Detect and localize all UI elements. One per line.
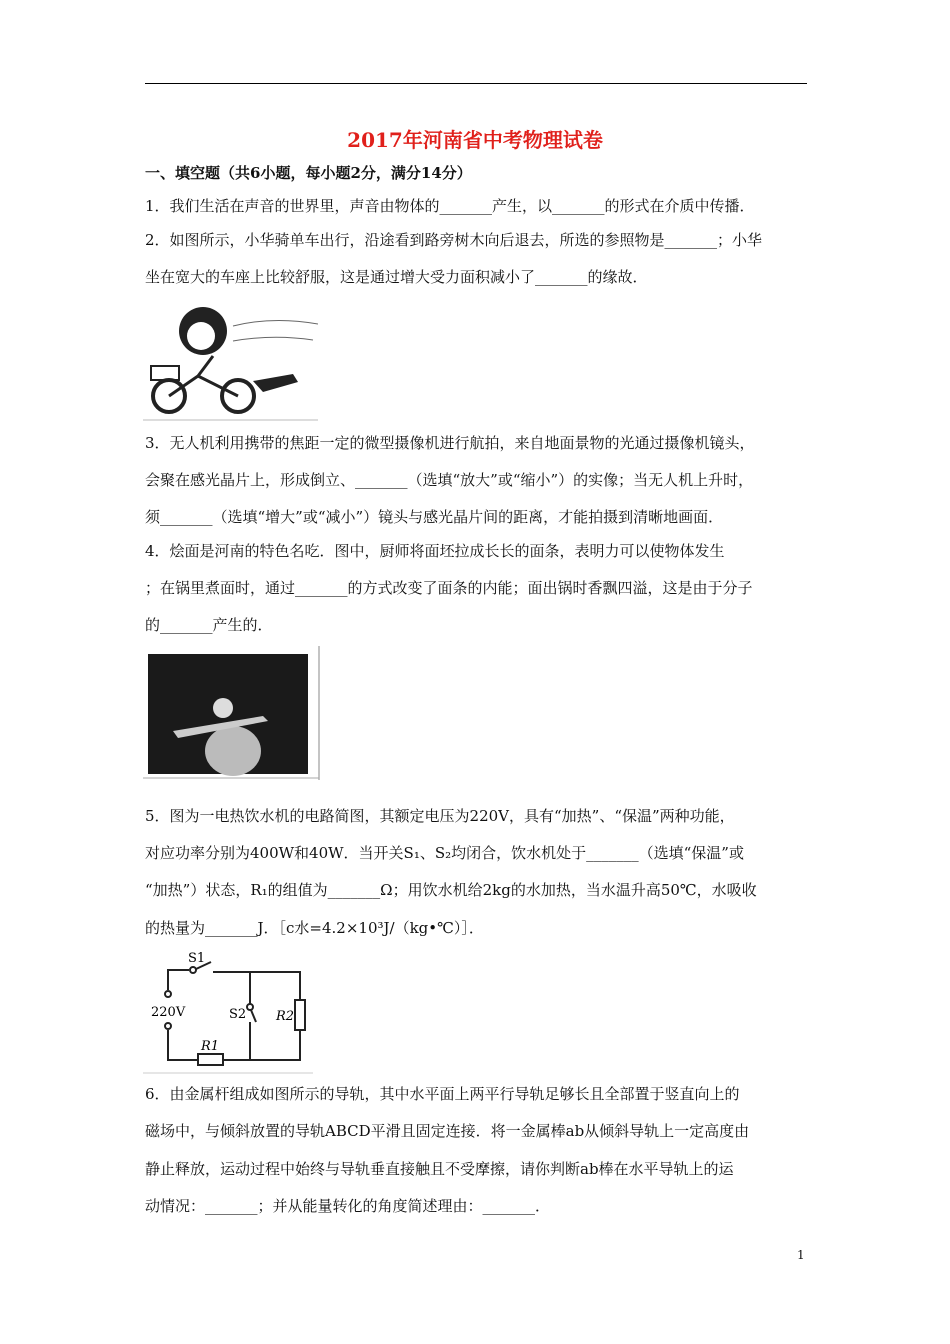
- text-line: 坐在宽大的车座上比较舒服，这是通过增大受力面积减小了_______的缘故．: [145, 268, 648, 286]
- bicycle-figure: [143, 296, 318, 422]
- s1-label: S1: [188, 951, 206, 966]
- text-line: 3．无人机利用携带的焦距一定的微型摄像机进行航拍，来自地面景物的光通过摄像机镜头，: [145, 434, 755, 452]
- page-number: 1: [797, 1248, 805, 1262]
- section-heading: 一、填空题（共6小题，每小题2分，满分14分）: [145, 164, 472, 182]
- text-line: 的热量为_______J．［c水=4.2×10³J/（kg•℃）］．: [145, 919, 484, 937]
- text-line: 2．如图所示，小华骑单车出行，沿途看到路旁树木向后退去，所选的参照物是_______；小华: [145, 231, 763, 249]
- text-line: 4．烩面是河南的特色名吃．图中，厨师将面坯拉成长长的面条，表明力可以使物体发生: [145, 542, 725, 560]
- noodle-chef-photo: [143, 646, 321, 780]
- text-line: ；在锅里煮面时，通过_______的方式改变了面条的内能；面出锅时香飘四溢，这是由于分子: [145, 579, 753, 597]
- text-line: 磁场中，与倾斜放置的导轨ABCD平滑且固定连接．将一金属棒ab从倾斜导轨上一定高度由: [145, 1122, 750, 1140]
- r2-label: R2: [276, 1009, 295, 1024]
- text-line: 动情况：_______；并从能量转化的角度简述理由：_______．: [145, 1197, 551, 1215]
- text-line: 1．我们生活在声音的世界里，声音由物体的_______产生，以_______的形式在介质中传播．: [145, 197, 755, 215]
- r1-label: R1: [201, 1039, 220, 1054]
- text-line: 须_______（选填“增大”或“减小”）镜头与感光晶片间的距离，才能拍摄到清晰地画面．: [145, 508, 724, 526]
- text-line: 6．由金属杆组成如图所示的导轨，其中水平面上两平行导轨足够长且全部置于竖直向上的: [145, 1085, 740, 1103]
- header-rule: [145, 83, 807, 84]
- circuit-diagram: [143, 950, 323, 1075]
- text-line: 5．图为一电热饮水机的电路简图，其额定电压为220V，具有“加热”、“保温”两种功能，: [145, 807, 735, 825]
- s2-label: S2: [229, 1007, 247, 1022]
- text-line: 静止释放，运动过程中始终与导轨垂直接触且不受摩擦，请你判断ab棒在水平导轨上的运: [145, 1160, 734, 1178]
- page-title: 2017年河南省中考物理试卷: [347, 128, 603, 152]
- text-line: “加热”）状态，R₁的组值为_______Ω；用饮水机给2kg的水加热，当水温升高50℃，水吸收: [145, 881, 757, 899]
- text-line: 会聚在感光晶片上，形成倒立、_______（选填“放大”或“缩小”）的实像；当无人机上升时，: [145, 471, 754, 489]
- voltage-label: 220V: [151, 1005, 186, 1020]
- text-line: 对应功率分别为400W和40W．当开关S₁、S₂均闭合，饮水机处于_______（选填“保温”或: [145, 844, 744, 862]
- text-line: 的_______产生的．: [145, 616, 273, 634]
